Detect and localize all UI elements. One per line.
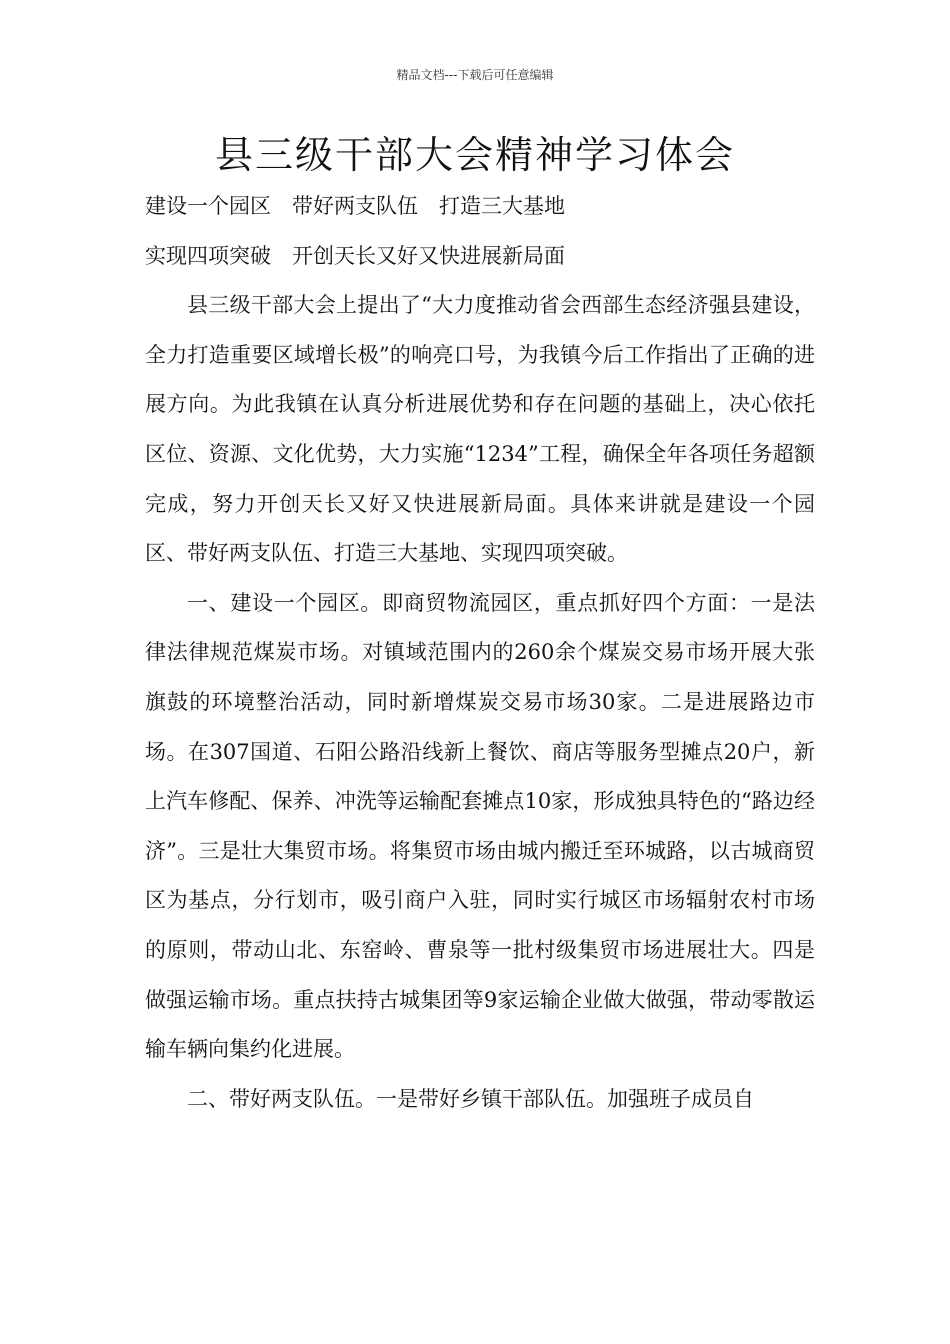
document-body: [145, 182, 815, 1124]
subtitle-line-2: 实现四项突破 开创天长又好又快进展新局面: [145, 243, 565, 268]
subtitle-line-1: 建设一个园区 带好两支队伍 打造三大基地: [145, 194, 565, 218]
paragraph-intro: 县三级干部大会上提出了“大力度推动省会西部生态经济强县建设，全力打造重要区域增长极”的响亮口号，为我镇今后工作指出了正确的进展方向。为此我镇在认真分析进展优势和存在问题的基础上，决心依托区位、资源、文化优势，大力实施“1234”工程，确保全年各项任务超额完成，努力开创天长又好又快进展新局面。具体来讲就是建设一个园区、带好两支队伍、打造三大基地、实现四项突破。: [145, 293, 815, 566]
header-note: 精品文档---下载后可任意编辑: [396, 68, 554, 82]
document-title: 县三级干部大会精神学习体会: [214, 133, 735, 177]
paragraph-section-2: 二、带好两支队伍。一是带好乡镇干部队伍。加强班子成员自: [187, 1086, 754, 1111]
paragraph-section-1: 一、建设一个园区。即商贸物流园区，重点抓好四个方面：一是法律法律规范煤炭市场。对镇域范围内的260余个煤炭交易市场开展大张旗鼓的环境整治活动，同时新增煤炭交易市场30家。二是进展路边市场。在307国道、石阳公路沿线新上餐饮、商店等服务型摊点20户，新上汽车修配、保养、冲洗等运输配套摊点10家，形成独具特色的“路边经济”。三是壮大集贸市场。将集贸市场由城内搬迁至环城路，以古城商贸区为基点，分行划市，吸引商户入驻，同时实行城区市场辐射农村市场的原则，带动山北、东窑岭、曹泉等一批村级集贸市场进展壮大。四是做强运输市场。重点扶持古城集团等9家运输企业做大做强，带动零散运输车辆向集约化进展。: [145, 590, 815, 1062]
